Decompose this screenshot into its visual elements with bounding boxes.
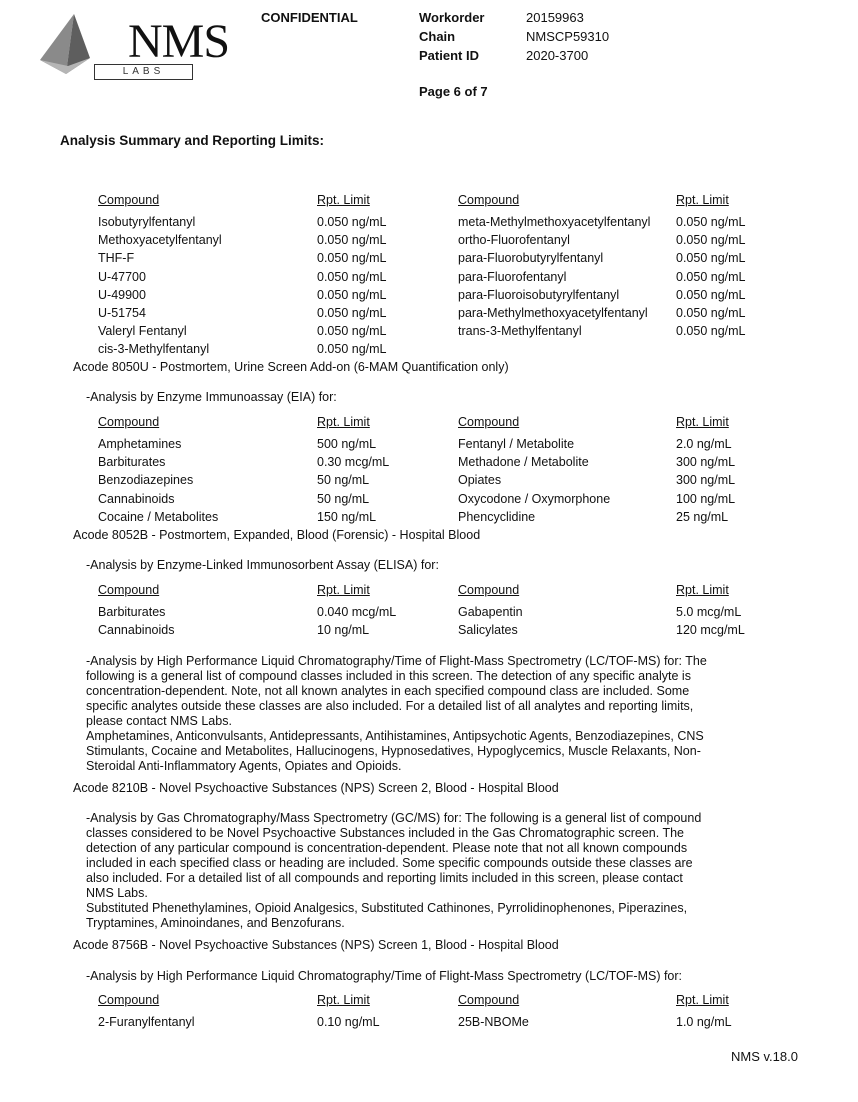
column-header-limit: Rpt. Limit [676, 193, 729, 207]
column-header-limit: Rpt. Limit [676, 415, 729, 429]
limit-cell: 100 ng/mL [676, 491, 736, 506]
method-eia: -Analysis by Enzyme Immunoassay (EIA) for: [86, 390, 337, 404]
compound-cell: Phencyclidine [458, 509, 536, 524]
column-header-limit: Rpt. Limit [317, 583, 370, 597]
column-header-compound: Compound [98, 993, 160, 1007]
paragraph-line: Stimulants, Cocaine and Metabolites, Hallucinogens, Hypnosedatives, Hypoglycemics, Muscle Relaxants, Non- [86, 744, 701, 758]
compound-cell: Gabapentin [458, 605, 523, 619]
compound-cell: Barbiturates [98, 605, 166, 619]
compound-cell: Cocaine / Metabolites [98, 509, 219, 524]
paragraph-line: Tryptamines, Aminoindanes, and Benzofurans. [86, 916, 345, 930]
lctofms-description [86, 654, 736, 774]
paragraph-line: Amphetamines, Anticonvulsants, Antidepressants, Antihistamines, Antipsychotic Agents, Benzodiazepines, CNS [86, 729, 704, 743]
column-header-compound: Compound [458, 993, 520, 1007]
limit-cell: 0.050 ng/mL [317, 342, 387, 357]
page-number: Page 6 of 7 [419, 84, 488, 99]
compound-cell: trans-3-Methylfentanyl [458, 324, 582, 339]
confidential-label: CONFIDENTIAL [261, 10, 358, 25]
compound-cell: U-49900 [98, 287, 146, 302]
paragraph-line: classes considered to be Novel Psychoactive Substances included in the Gas Chromatographic screen. The [86, 826, 685, 840]
logo-text: NMS [128, 15, 230, 68]
limit-cell: 1.0 ng/mL [676, 1015, 732, 1029]
limit-cell: 10 ng/mL [317, 623, 370, 638]
compound-cell: Fentanyl / Metabolite [458, 437, 575, 451]
paragraph-line: following is a general list of compound classes included in this screen. The detection of any specific analyte is [86, 669, 691, 683]
paragraph-line: NMS Labs. [86, 886, 148, 900]
workorder-value: 20159963 [526, 10, 584, 25]
compound-cell: Barbiturates [98, 455, 166, 470]
compound-cell: meta-Methylmethoxyacetylfentanyl [458, 215, 651, 229]
paragraph-line: Steroidal Anti-Inflammatory Agents, Opiates and Opioids. [86, 759, 402, 773]
limit-cell: 0.050 ng/mL [317, 251, 387, 266]
logo-sub: LABS [94, 64, 193, 80]
paragraph-line: -Analysis by High Performance Liquid Chromatography/Time of Flight-Mass Spectrometry (LC/TOF-MS) for: The [86, 654, 707, 668]
column-header-compound: Compound [458, 583, 520, 597]
limit-cell: 0.050 ng/mL [317, 269, 387, 284]
compound-cell: para-Fluorobutyrylfentanyl [458, 251, 604, 266]
paragraph-line: concentration-dependent. Note, not all known analytes in each specified compound class are included. Some [86, 684, 690, 698]
compound-cell: Amphetamines [98, 437, 182, 451]
chain-label: Chain [419, 29, 456, 44]
limit-cell: 25 ng/mL [676, 509, 729, 524]
limit-cell: 120 mcg/mL [676, 623, 745, 638]
compound-cell: 2-Furanylfentanyl [98, 1015, 195, 1029]
compound-cell: THF-F [98, 251, 135, 266]
limit-cell: 0.050 ng/mL [317, 287, 387, 302]
nms-labs-logo [38, 12, 230, 82]
compound-cell: U-47700 [98, 269, 146, 284]
compound-cell: Isobutyrylfentanyl [98, 215, 196, 229]
acode-8210b: Acode 8210B - Novel Psychoactive Substances (NPS) Screen 2, Blood - Hospital Blood [73, 781, 559, 795]
limit-cell: 0.050 ng/mL [676, 287, 746, 302]
acode-8050u: Acode 8050U - Postmortem, Urine Screen Add-on (6-MAM Quantification only) [73, 360, 509, 374]
compound-cell: Methadone / Metabolite [458, 455, 589, 470]
limit-cell: 0.050 ng/mL [676, 215, 746, 229]
limit-cell: 300 ng/mL [676, 473, 736, 488]
column-header-compound: Compound [458, 415, 520, 429]
column-header-compound: Compound [98, 415, 160, 429]
compound-cell: Opiates [458, 473, 502, 488]
compound-cell: Salicylates [458, 623, 518, 638]
limit-cell: 50 ng/mL [317, 473, 370, 488]
section-title: Analysis Summary and Reporting Limits: [60, 133, 325, 148]
compound-cell: 25B-NBOMe [458, 1015, 529, 1029]
chain-value: NMSCP59310 [526, 29, 610, 44]
acode-8756b: Acode 8756B - Novel Psychoactive Substances (NPS) Screen 1, Blood - Hospital Blood [73, 938, 559, 952]
limit-cell: 0.050 ng/mL [676, 233, 746, 248]
compound-cell: Benzodiazepines [98, 473, 194, 488]
paragraph-line: -Analysis by Gas Chromatography/Mass Spectrometry (GC/MS) for: The following is a general list of compound [86, 811, 702, 825]
method-lctofms: -Analysis by High Performance Liquid Chromatography/Time of Flight-Mass Spectrometry (LC/TOF-MS) for: [86, 969, 683, 983]
limit-cell: 0.10 ng/mL [317, 1015, 380, 1029]
limit-cell: 300 ng/mL [676, 455, 736, 470]
limit-cell: 5.0 mcg/mL [676, 605, 742, 619]
paragraph-line: also included. For a detailed list of all compounds and reporting limits included in this screen, please contact [86, 871, 683, 885]
patient-id-label: Patient ID [419, 48, 479, 63]
column-header-compound: Compound [98, 193, 160, 207]
pyramid-icon [38, 14, 98, 80]
compound-cell: cis-3-Methylfentanyl [98, 342, 210, 357]
column-header-limit: Rpt. Limit [317, 993, 370, 1007]
paragraph-line: included in each specified class or heading are included. Some specific compounds outside these classes are [86, 856, 693, 870]
compound-cell: Valeryl Fentanyl [98, 324, 187, 339]
limit-cell: 0.040 mcg/mL [317, 605, 397, 619]
footer-version: NMS v.18.0 [731, 1049, 798, 1064]
method-elisa: -Analysis by Enzyme-Linked Immunosorbent Assay (ELISA) for: [86, 558, 439, 572]
column-header-limit: Rpt. Limit [317, 415, 370, 429]
patient-id-value: 2020-3700 [526, 48, 589, 63]
paragraph-line: please contact NMS Labs. [86, 714, 232, 728]
compound-cell: Cannabinoids [98, 491, 175, 506]
compound-cell: Cannabinoids [98, 623, 175, 638]
column-header-limit: Rpt. Limit [676, 993, 729, 1007]
limit-cell: 0.050 ng/mL [676, 269, 746, 284]
limit-cell: 0.050 ng/mL [676, 324, 746, 339]
limit-cell: 0.050 ng/mL [676, 305, 746, 320]
compound-cell: para-Fluoroisobutyrylfentanyl [458, 287, 620, 302]
paragraph-line: detection of any particular compound is concentration-dependent. Please note that not all known compounds [86, 841, 688, 855]
column-header-limit: Rpt. Limit [676, 583, 729, 597]
limit-cell: 0.050 ng/mL [317, 215, 387, 229]
limit-cell: 50 ng/mL [317, 491, 370, 506]
paragraph-line: specific analytes outside these classes are also included. For a detailed list of all analytes and reporting limits, [86, 699, 694, 713]
compound-cell: para-Fluorofentanyl [458, 269, 567, 284]
compound-cell: U-51754 [98, 305, 146, 320]
column-header-compound: Compound [98, 583, 160, 597]
limit-cell: 500 ng/mL [317, 437, 377, 451]
paragraph-line: Substituted Phenethylamines, Opioid Analgesics, Substituted Cathinones, Pyrrolidinophenones, Piperazines, [86, 901, 688, 915]
column-header-compound: Compound [458, 193, 520, 207]
compound-cell: Methoxyacetylfentanyl [98, 233, 222, 248]
limit-cell: 0.050 ng/mL [317, 324, 387, 339]
compound-cell: para-Methylmethoxyacetylfentanyl [458, 305, 648, 320]
workorder-label: Workorder [419, 10, 485, 25]
limit-cell: 0.050 ng/mL [317, 233, 387, 248]
limit-cell: 150 ng/mL [317, 509, 377, 524]
acode-8052b: Acode 8052B - Postmortem, Expanded, Blood (Forensic) - Hospital Blood [73, 528, 481, 542]
limit-cell: 0.050 ng/mL [676, 251, 746, 266]
gcms-description [86, 811, 736, 931]
limit-cell: 0.050 ng/mL [317, 305, 387, 320]
column-header-limit: Rpt. Limit [317, 193, 370, 207]
limit-cell: 0.30 mcg/mL [317, 455, 390, 470]
compound-cell: Oxycodone / Oxymorphone [458, 491, 611, 506]
limit-cell: 2.0 ng/mL [676, 437, 732, 451]
compound-cell: ortho-Fluorofentanyl [458, 233, 570, 248]
